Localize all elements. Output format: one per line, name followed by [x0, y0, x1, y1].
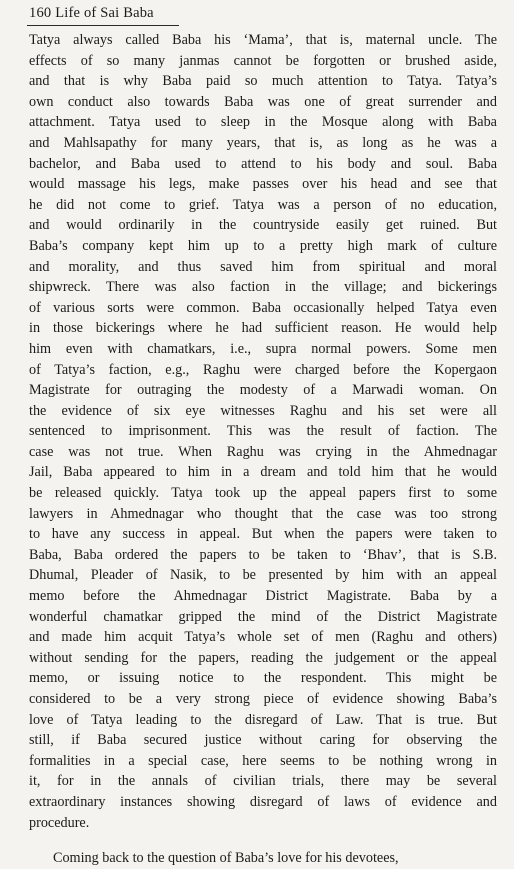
text-line: Tatya always called Baba his ‘Mama’, that is, maternal uncle. The	[29, 32, 497, 48]
text-line: of various sorts were common. Baba occasionally helped Tatya even	[29, 299, 497, 316]
text-line: lawyers in Ahmednagar who thought that the case was too strong	[29, 505, 497, 522]
text-line: of Tatya’s faction, e.g., Raghu were charged before the Kopergaon	[29, 361, 497, 378]
text-line: and morality, and thus saved him from spiritual and moral	[29, 258, 497, 275]
text-line: and made him acquit Tatya’s whole set of men (Raghu and others)	[29, 629, 497, 646]
text-line: and would ordinarily in the countryside easily get ruined. But	[29, 217, 497, 234]
text-line: to have any success in appeal. But when the papers were taken to	[29, 526, 497, 543]
text-line: memo before the Ahmednagar District Magistrate. Baba by a	[29, 588, 497, 605]
text-line: he did not come to grief. Tatya was a person of no education,	[29, 196, 497, 213]
text-line: still, if Baba secured justice without caring for observing the	[29, 732, 497, 749]
text-line: it, for in the annals of civilian trials, there may be several	[29, 773, 497, 790]
text-line: case was not true. When Raghu was crying in the Ahmednagar	[29, 443, 497, 460]
text-line: him even with chamatkars, i.e., supra normal powers. Some men	[29, 340, 497, 357]
running-header	[29, 5, 154, 22]
text-line: love of Tatya leading to the disregard of Law. That is true. But	[29, 711, 497, 728]
text-line: and that is why Baba paid so much attention to Tatya. Tatya’s	[29, 73, 497, 90]
text-line: the evidence of six eye witnesses Raghu and his set were all	[29, 402, 497, 419]
text-line: effects of so many janmas cannot be forgotten or brushed aside,	[29, 52, 497, 69]
text-line: considered to be a very strong piece of evidence showing Baba’s	[29, 691, 497, 707]
text-line: procedure.	[29, 814, 90, 831]
text-line: without sending for the papers, reading the judgement or the appeal	[29, 649, 497, 666]
text-line: wonderful chamatkar gripped the mind of the District Magistrate	[29, 608, 497, 625]
running-title: Life of Sai Baba	[55, 5, 154, 21]
text-line: Dhumal, Pleader of Nasik, to be presented by him with an appeal	[29, 567, 497, 584]
text-line: own conduct also towards Baba was one of great surrender and	[29, 93, 497, 110]
text-line: Baba’s company kept him up to a pretty high mark of culture	[29, 237, 497, 254]
text-line: sentenced to imprisonment. This was the result of faction. The	[29, 423, 497, 440]
text-line: Magistrate for outraging the modesty of a Marwadi woman. On	[29, 382, 497, 399]
text-line: and Mahlsapathy for many years, that is, as long as he was a	[29, 134, 497, 151]
paragraph-gap	[29, 833, 497, 848]
text-line: in those bickerings where he had sufficient reason. He would help	[29, 320, 497, 337]
paragraph	[29, 848, 497, 869]
paragraph	[29, 30, 497, 833]
text-line: shipwreck. There was also faction in the village; and bickerings	[29, 279, 497, 296]
text-line: be released quickly. Tatya took up the appeal papers first to some	[29, 485, 497, 502]
text-line: formalities in a special case, here seems to be nothing wrong in	[29, 752, 497, 769]
text-line: bachelor, and Baba used to attend to his body and soul. Baba	[29, 155, 497, 172]
text-line: Coming back to the question of Baba’s love for his devotees,	[53, 850, 399, 867]
body-text	[29, 30, 497, 869]
text-line: attachment. Tatya used to sleep in the Mosque along with Baba	[29, 114, 497, 131]
text-line: Jail, Baba appeared to him in a dream and told him that he would	[29, 464, 497, 481]
header-rule	[27, 25, 179, 26]
text-line: memo, or issuing notice to the respondent. This might be	[29, 670, 497, 687]
text-line: extraordinary instances showing disregard of laws of evidence and	[29, 793, 497, 810]
text-line: would massage his legs, make passes over his head and see that	[29, 176, 497, 193]
text-line: Baba, Baba ordered the papers to be taken to ‘Bhav’, that is S.B.	[29, 546, 497, 563]
page-number: 160	[29, 5, 52, 21]
